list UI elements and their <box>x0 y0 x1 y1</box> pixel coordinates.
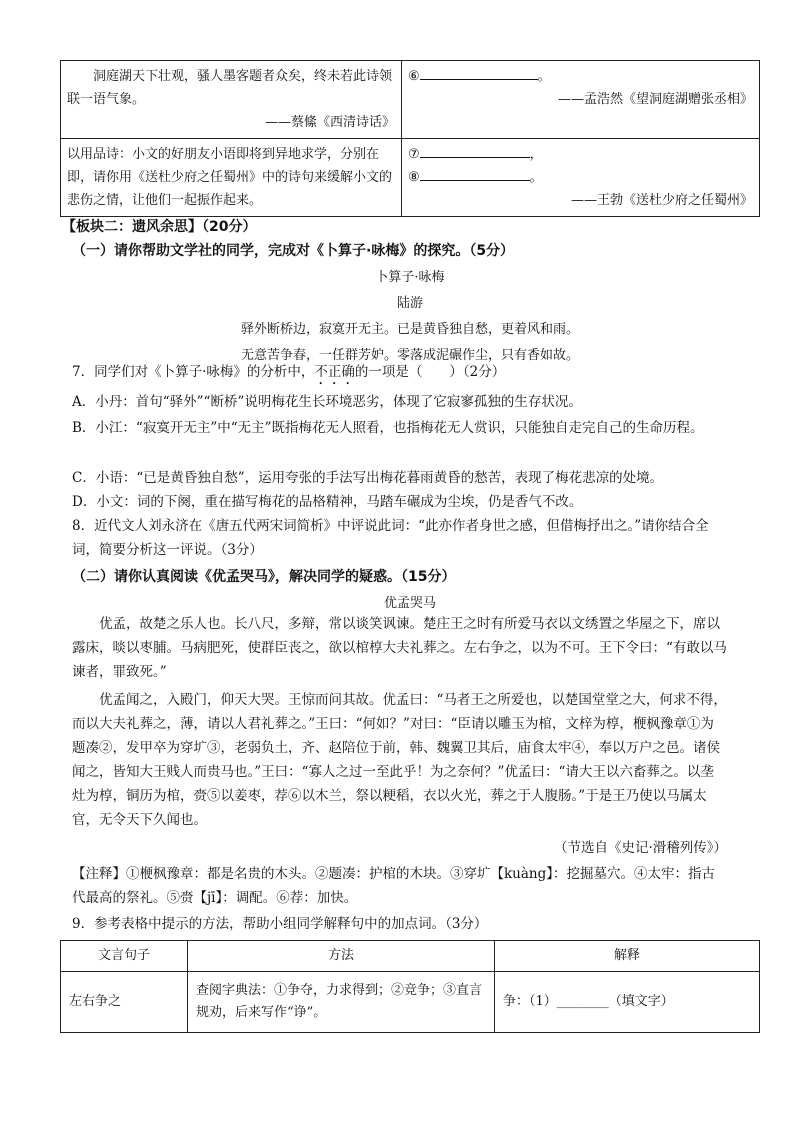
option-c[interactable]: C．小语：“已是黄昏独自愁”，运用夸张的手法写出梅花暮雨黄昏的愁苦，表现了梅花悲凉的处境。 <box>72 470 664 486</box>
question-7: 7．同学们对《卜算子·咏梅》的分析中，不正确的一项是（ ）（2分） <box>72 364 506 380</box>
table-cell: 查阅字典法：①争夺，力求得到；②竞争；③直言规劝，后来写作“诤”。 <box>188 972 495 1033</box>
option-d[interactable]: D．小文：词的下阕，重在描写梅花的品格精神，马踏车碾成为尘埃，仍是香气不改。 <box>72 494 583 510</box>
poem-title: 卜算子·咏梅 <box>375 270 445 285</box>
quote-source: ——孟浩然《望洞庭湖赠张丞相》 <box>557 92 753 107</box>
passage-paragraph: 优孟闻之，入殿门，仰天大哭。王惊而问其故。优孟曰：“马者王之所爱也，以楚国堂堂之大，何求不得，而以大夫礼葬之，薄，请以人君礼葬之。”王曰：“何如？”对曰：“臣请以雕玉为棺，文梓为椁，楩枫豫章①为题凑②，发甲卒为穿圹③，老弱负土，齐、赵陪位于前，韩、魏翼卫其后，庙食太牢④，奉以万户之邑。诸侯闻之，皆知大王贱人而贵马也。”王曰：“寡人之过一至此乎！为之奈何？”优孟曰：“请大王以六畜葬之。以垄灶为椁，铜历为棺，赍⑤以姜枣，荐⑥以木兰，祭以粳稻，衣以火光，葬之于人腹肠。”于是王乃使以马属太官，无令天下久闻也。 <box>72 692 727 828</box>
option-a[interactable]: A．小丹：首句“驿外”“断桥”说明梅花生长环境恶劣，体现了它寂寥孤独的生存状况。 <box>72 394 582 410</box>
answer-blank[interactable] <box>420 157 530 158</box>
table-cell <box>61 139 402 217</box>
table-cell <box>61 61 402 139</box>
section-title: 【板块二：遗风余思】（20分） <box>62 219 257 235</box>
emphasis-text: 不正确 <box>314 364 355 380</box>
option-b[interactable]: B．小江：“寂寞开无主”中“无主”既指梅花无人照看，也指梅花无人赏识，只能独自走完自己的生命历程。 <box>72 420 704 436</box>
poetry-fill-table <box>60 60 760 217</box>
quote-source: ——蔡絛《西清诗话》 <box>264 115 395 130</box>
table-cell: ⑥ 。 ——孟浩然《望洞庭湖赠张丞相》 <box>402 61 760 139</box>
task-text: 以用品诗：小文的好朋友小语即将到异地求学，分别在即，请你用《送杜少府之任蜀州》中的诗句来缓解小文的悲伤之情，让他们一起振作起来。 <box>67 147 393 208</box>
poem-author: 陆游 <box>396 296 423 311</box>
explanation-table <box>60 940 760 1033</box>
blank-number: ⑧ <box>408 170 420 185</box>
table-header: 方法 <box>188 941 495 972</box>
part1-title: （一）请你帮助文学社的同学，完成对《卜算子·咏梅》的探究。（5分） <box>72 243 515 259</box>
passage-source: （节选自《史记·滑稽列传》） <box>553 840 727 856</box>
blank-number: ⑥ <box>408 69 420 84</box>
table-cell: ⑦ ， ⑧ 。 ——王勃《送杜少府之任蜀州》 <box>402 139 760 217</box>
answer-blank[interactable] <box>420 79 538 80</box>
blank-number: ⑦ <box>408 147 420 162</box>
table-cell: 左右争之 <box>61 972 188 1033</box>
answer-blank[interactable] <box>420 180 530 181</box>
answer-cell[interactable]: 争：（1）________（填文字） <box>495 972 760 1033</box>
question-9: 9．参考表格中提示的方法，帮助小组同学解释句中的加点词。（3分） <box>72 916 488 932</box>
poem-line: 驿外断桥边，寂寞开无主。已是黄昏独自愁，更着风和雨。 <box>240 322 579 337</box>
text-title: 优孟哭马 <box>383 596 436 611</box>
table-header: 解释 <box>495 941 760 972</box>
poem-line: 无意苦争春，一任群芳妒。零落成泥碾作尘，只有香如故。 <box>240 348 579 363</box>
table-header: 文言句子 <box>61 941 188 972</box>
part2-title: （二）请你认真阅读《优孟哭马》，解决同学的疑惑。（15分） <box>72 569 456 585</box>
annotation-notes: 【注释】①楩枫豫章：都是名贵的木头。②题凑：护棺的木块。③穿圹【kuàng】：挖掘墓穴。④太牢：指古代最高的祭礼。⑤赍【jī】：调配。⑥荐：加快。 <box>72 866 716 906</box>
passage-paragraph: 优孟，故楚之乐人也。长八尺，多辩，常以谈笑讽谏。楚庄王之时有所爱马衣以文绣置之华屋之下，席以露床，啖以枣脯。马病肥死，使群臣丧之，欲以棺椁大夫礼葬之。左右争之，以为不可。王下令曰：“有敢以马谏者，罪致死。” <box>72 616 727 680</box>
question-8: 8．近代文人刘永济在《唐五代两宋词简析》中评说此词：“此亦作者身世之感，但借梅抒出之。”请你结合全词，简要分析这一评说。（3分） <box>72 518 709 558</box>
quote-text: 洞庭湖天下壮观，骚人墨客题者众矣，终未若此诗领联一语气象。 <box>67 69 393 107</box>
quote-source: ——王勃《送杜少府之任蜀州》 <box>570 193 753 208</box>
